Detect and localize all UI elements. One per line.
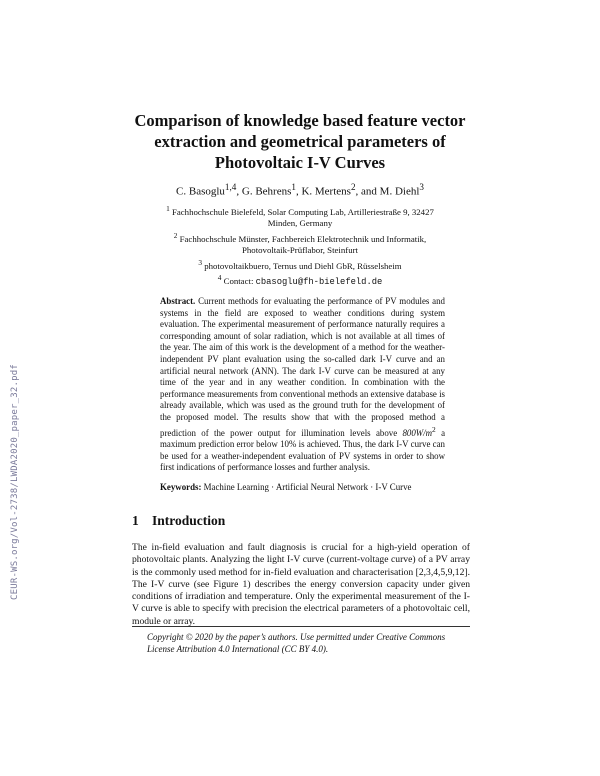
affiliation [152, 230, 448, 257]
affiliation-number: 2 [173, 230, 178, 240]
author-affil-sup: 2 [350, 182, 356, 192]
author-separator: , [236, 185, 242, 198]
affiliation [152, 257, 448, 272]
affiliation-text: Fachhochschule Münster, Fachbereich Elektrotechnik und Informatik, Photovoltaik-Prüflabor, Steinfurt [179, 233, 427, 256]
abstract [160, 296, 445, 474]
affiliation-number: 1 [166, 204, 170, 213]
footnote-rule [132, 626, 470, 627]
copyright-symbol: © [185, 632, 193, 642]
abstract-text: Current methods for evaluating the performance of PV modules and systems in the field are exposed to weather conditions during system evaluation. The experimental measurement of performance naturally requires a corresponding amount of solar radiation, which is not available at all times of the year. The aim of this work is the development of a method for the weather-independent PV plant evaluation using the so-called dark I-V curve and an artificial neural network (ANN). The dark I-V curve can be measured at any time of the year and in any weather condition. In combination with the performance measurements from conventional methods an extensive database is already available, which was used as the ground truth for the development of the proposed model. The results show that with the proposed method a prediction of the power output for illumination levels above [160, 296, 445, 438]
title-line: extraction and geometrical parameters of [154, 132, 446, 151]
author-list [120, 182, 480, 198]
irradiance-value: 800W/m [402, 427, 433, 438]
copyright-text: 2020 by the paper’s authors. Use permitted under Creative Commons License Attribution 4.0 International (CC BY 4.0). [147, 632, 446, 654]
affiliation-number: 4 [217, 273, 222, 283]
irradiance-exponent: 2 [432, 424, 436, 434]
author-separator: , and [355, 185, 380, 198]
affiliation-text: photovoltaikbuero, Ternus und Diehl GbR, Rüsselsheim [204, 260, 402, 271]
author-separator: , [295, 185, 302, 198]
author-affil-sup: 3 [419, 182, 424, 192]
affiliation [152, 203, 448, 230]
contact-email[interactable]: cbasoglu@fh-bielefeld.de [255, 277, 383, 288]
section-title: Introduction [152, 513, 226, 528]
keywords-label: Keywords: [160, 482, 202, 492]
section-heading [132, 513, 225, 529]
side-stamp-text: CEUR-WS.org/Vol-2738/LWDA2020_paper_32.pdf [10, 364, 20, 600]
author-affil-sup: 1,4 [224, 182, 237, 192]
section-body: The in-field evaluation and fault diagnosis is crucial for a high-yield operation of photovoltaic plants. Analyzing the light I-V curve (current-voltage curve) of a PV array is the commonly used method for in-field evaluation and characterisation [2,3,4,5,9,12]. The I-V curve (see Figure 1) describes the energy conversion capacity under given conditions of irradiation and temperature. Only the experimental measurement of the I-V curve is able to specify with precision the electrical parameters of a photovoltaic cell, module or array. [132, 542, 470, 627]
author-name: K. Mertens [301, 185, 351, 198]
keywords [160, 482, 450, 492]
section-number: 1 [132, 513, 139, 528]
copyright-prefix: Copyright [147, 632, 184, 642]
title-line: Photovoltaic I-V Curves [214, 153, 386, 172]
abstract-text-continued: a maximum prediction error below 10% is achieved. Thus, the dark I-V curve can be used for a weather-independent evaluation of PV systems in order to show first indications of performance losses and further analysis. [160, 427, 446, 473]
affiliation-list [152, 203, 448, 289]
affiliation-number: 3 [198, 257, 203, 267]
copyright-notice [147, 631, 470, 655]
affiliation [152, 272, 448, 288]
affiliation-text: Fachhochschule Bielefeld, Solar Computing Lab, Artilleriestraße 9, 32427 Minden, Germany [171, 206, 434, 229]
author-affil-sup: 1 [291, 182, 296, 192]
author-name: C. Basoglu [176, 185, 225, 198]
abstract-label: Abstract. [160, 296, 196, 306]
author-name: M. Diehl [379, 185, 420, 198]
keywords-text: Machine Learning · Artificial Neural Network · I-V Curve [203, 482, 412, 492]
paper-title [120, 110, 480, 173]
side-stamp [0, 350, 20, 600]
title-line: Comparison of knowledge based feature vector [134, 111, 466, 130]
author-name: G. Behrens [241, 185, 292, 198]
contact-label: Contact: [223, 276, 254, 287]
